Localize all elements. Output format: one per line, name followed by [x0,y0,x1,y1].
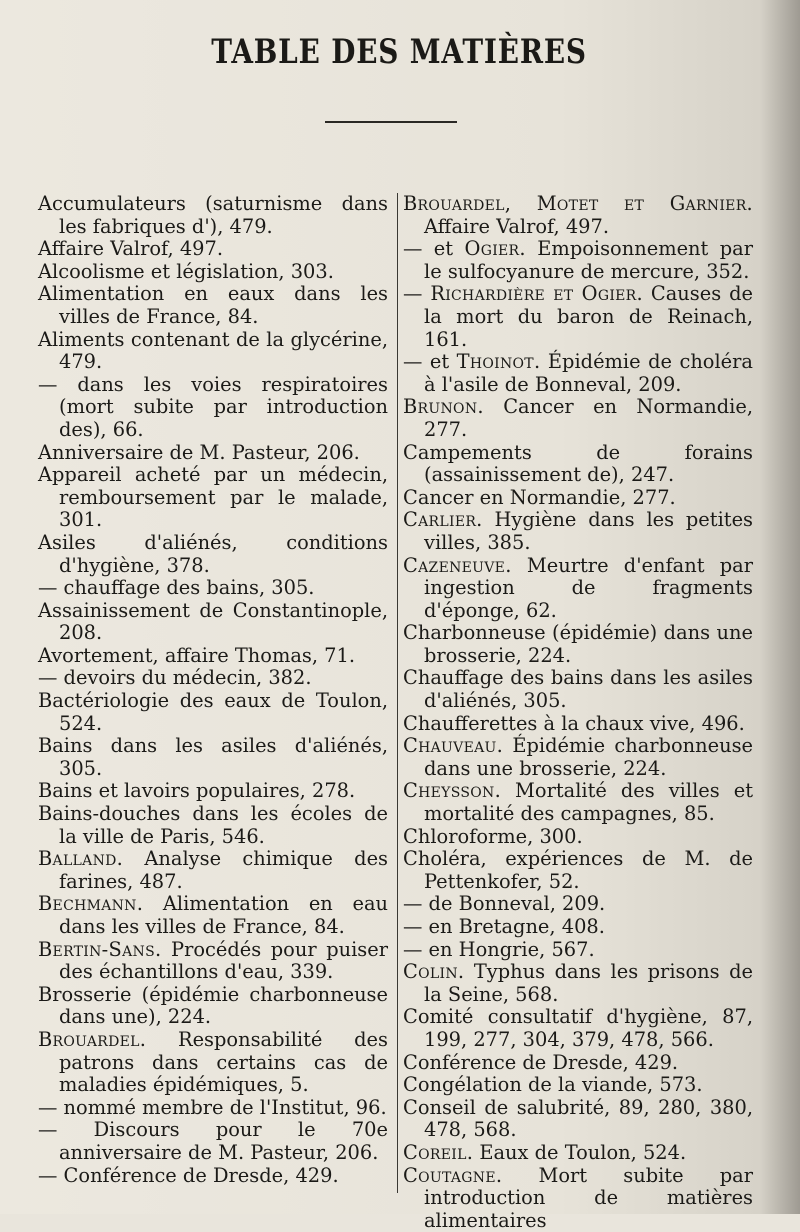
index-entry [403,916,753,939]
author-name: Carlier. [403,508,483,532]
index-entry [38,848,388,893]
entry-text: — et [403,350,457,374]
page-title: TABLE DES MATIÈRES [211,32,587,72]
entry-text: Chauffage des bains dans les asiles d'aliénés, 305. [403,666,753,713]
index-entry [403,939,753,962]
index-entry [403,487,753,510]
entry-text: Appareil acheté par un médecin, remboursement par le malade, 301. [38,463,388,532]
index-entry [38,780,388,803]
author-name: Colin. [403,960,465,984]
index-entry [403,780,753,825]
index-entry [403,238,753,283]
left-column [38,193,388,1187]
index-entry [403,826,753,849]
entry-text: Typhus dans les prisons de la Seine, 568. [424,960,753,1006]
entry-text: Anniversaire de M. Pasteur, 206. [38,440,360,464]
entry-text: Alcoolisme et législation, 303. [38,259,334,283]
entry-text: Bains dans les asiles d'aliénés, 305. [38,734,388,780]
index-entry [38,577,388,600]
entry-text: Épidémie charbonneuse dans une brosserie, 224. [424,734,753,780]
index-entry [38,893,388,938]
entry-text: — Discours pour le 70e anniversaire de M. Pasteur, 206. [38,1118,388,1164]
entry-text: — en Hongrie, 567. [403,937,595,961]
index-entry [403,1142,753,1165]
entry-text: Affaire Valrof, 497. [424,214,610,238]
index-entry [38,600,388,645]
author-name: Chauveau. [403,734,504,758]
entry-text: Mort subite par introduction de matières alimentaires [424,1163,753,1232]
entry-text: Bains-douches dans les écoles de la ville de Paris, 546. [38,802,388,848]
entry-text: Brosserie (épidémie charbonneuse dans une), 224. [38,982,388,1029]
index-entry [38,645,388,668]
index-entry [38,803,388,848]
author-name: Coreil. [403,1140,474,1164]
author-name: Richardière et Ogier. [430,282,643,306]
index-entry [38,238,388,261]
entry-text: Affaire Valrof, 497. [38,237,224,261]
author-name: Bechmann. [38,892,144,916]
entry-text: — [403,282,431,306]
entry-text: Hygiène dans les petites villes, 385. [424,508,753,554]
entry-text: Asiles d'aliénés, conditions d'hygiène, 378. [38,530,388,577]
index-entry [403,622,753,667]
index-entry [403,1052,753,1075]
index-entry [403,848,753,893]
author-name: Brouardel. [38,1027,147,1051]
index-entry [403,961,753,1006]
right-column [403,193,753,1232]
entry-text: Campements de forains (assainissement de), 247. [403,440,753,487]
entry-text: — nommé membre de l'Institut, 96. [38,1095,387,1119]
entry-text: Accumulateurs (saturnisme dans les fabriques d'), 479. [38,192,388,238]
index-entry [38,984,388,1029]
entry-text: Eaux de Toulon, 524. [473,1140,687,1164]
index-entry [403,1165,753,1232]
index-entry [38,667,388,690]
index-entry [38,374,388,442]
author-name: Balland. [38,847,124,871]
index-entry [38,1119,388,1164]
entry-text: Procédés pour puiser des échantillons d'eau, 339. [59,937,388,984]
index-entry [403,735,753,780]
index-entry [38,283,388,328]
index-entry [403,442,753,487]
entry-text: Congélation de la viande, 573. [403,1073,703,1097]
entry-text: — en Bretagne, 408. [403,915,605,938]
column-divider [397,193,398,1193]
entry-text: — devoirs du médecin, 382. [38,666,312,690]
entry-text: Responsabilité des patrons dans certains cas de maladies épidémiques, 5. [59,1027,388,1097]
author-name: Cheysson. [403,779,502,803]
index-entry [38,329,388,374]
entry-text: — Conférence de Dresde, 429. [38,1163,339,1187]
author-name: Brouardel, Motet et Garnier. [403,192,753,215]
index-entry [403,193,753,238]
entry-text: Cancer en Normandie, 277. [403,485,676,509]
entry-text: — chauffage des bains, 305. [38,576,315,600]
entry-text: — et [403,237,465,261]
entry-text: Avortement, affaire Thomas, 71. [38,643,356,667]
index-entry [403,509,753,554]
entry-text: Empoisonnement par le sulfocyanure de mercure, 352. [424,237,753,283]
author-name: Coutagne. [403,1163,503,1187]
entry-text: Bains et lavoirs populaires, 278. [38,779,356,803]
index-entry [403,713,753,736]
entry-text: Choléra, expériences de M. de Pettenkofer, 52. [403,847,753,893]
index-entry [38,464,388,532]
entry-text: Comité consultatif d'hygiène, 87, 199, 277, 304, 379, 478, 566. [403,1005,753,1051]
index-entry [403,1074,753,1097]
index-entry [38,690,388,735]
entry-text: Assainissement de Constantinople, 208. [38,598,388,645]
author-name: Bertin-Sans. [38,937,162,961]
entry-text: Conseil de salubrité, 89, 280, 380, 478, 568. [403,1095,753,1142]
index-entry [403,555,753,623]
index-entry [403,283,753,351]
entry-text: Épidémie de choléra à l'asile de Bonneval, 209. [424,350,753,396]
index-entry [38,1165,388,1188]
entry-text: Alimentation en eau dans les villes de France, 84. [59,892,388,938]
index-entry [403,396,753,441]
entry-text: Mortalité des villes et mortalité des campagnes, 85. [424,779,753,826]
index-entry [38,193,388,238]
index-entry [403,1097,753,1142]
entry-text: — de Bonneval, 209. [403,892,606,916]
entry-text: Alimentation en eaux dans les villes de France, 84. [38,282,388,328]
index-entry [403,893,753,916]
index-entry [38,1097,388,1120]
index-entry [38,261,388,284]
title-rule [325,121,457,123]
index-entry [38,532,388,577]
entry-text: Bactériologie des eaux de Toulon, 524. [38,689,388,735]
entry-text: Analyse chimique des farines, 487. [59,847,388,893]
entry-text: Charbonneuse (épidémie) dans une brosserie, 224. [403,621,753,667]
entry-text: — dans les voies respiratoires (mort subite par introduction des), 66. [38,372,388,441]
author-name: Ogier. [464,237,526,261]
index-entry [403,667,753,712]
author-name: Thoinot. [456,350,541,374]
index-entry [38,442,388,465]
index-entry [38,939,388,984]
author-name: Cazeneuve. [403,553,512,577]
entry-text: Conférence de Dresde, 429. [403,1050,679,1074]
entry-text: Chaufferettes à la chaux vive, 496. [403,711,745,735]
entry-text: Meurtre d'enfant par ingestion de fragments d'éponge, 62. [424,553,753,622]
author-name: Brunon. [403,395,484,419]
entry-text: Aliments contenant de la glycérine, 479. [38,327,388,374]
index-entry [403,1006,753,1051]
index-entry [403,351,753,396]
entry-text: Chloroforme, 300. [403,824,583,848]
index-entry [38,1029,388,1097]
entry-text: Cancer en Normandie, 277. [424,395,753,441]
entry-text: Causes de la mort du baron de Reinach, 161. [424,282,753,351]
index-entry [38,735,388,780]
